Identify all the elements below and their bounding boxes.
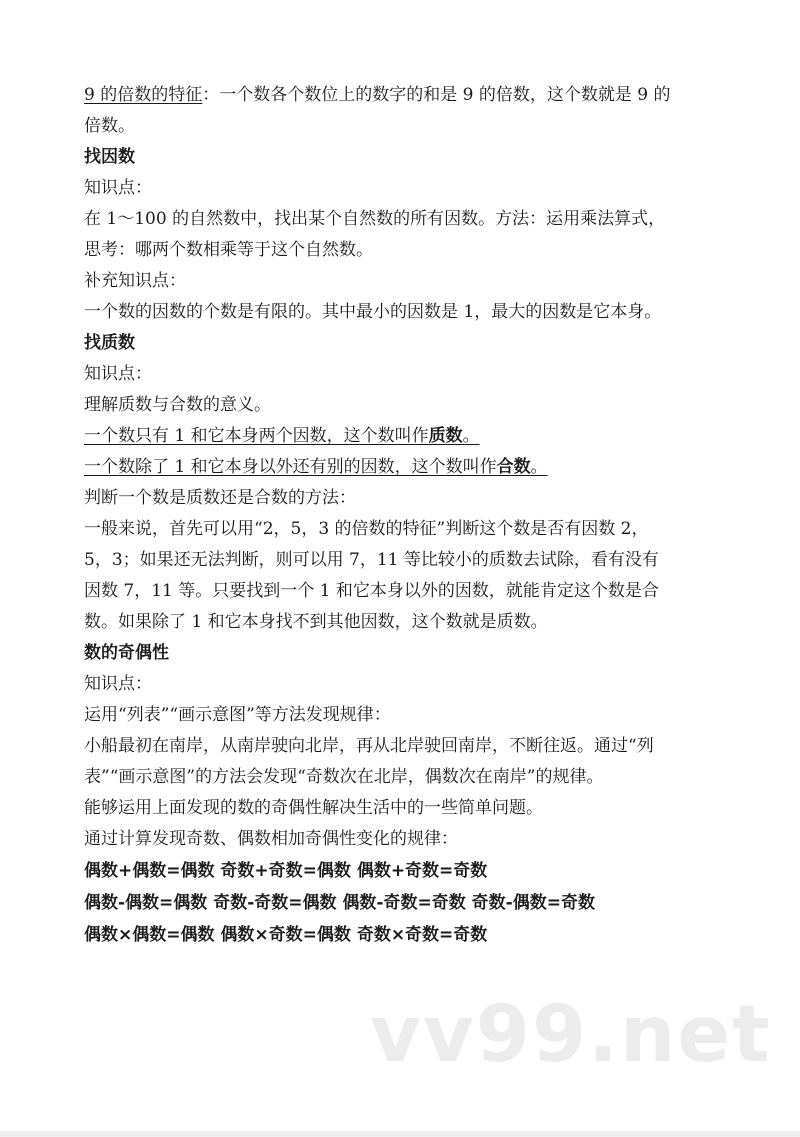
page-bottom-edge (0, 1131, 800, 1137)
paragraph-line: 在 1～100 的自然数中，找出某个自然数的所有因数。方法：运用乘法算式， (84, 209, 666, 229)
watermark: vv99.net (370, 990, 772, 1080)
paragraph-line: 小船最初在南岸，从南岸驶向北岸，再从北岸驶回南岸，不断往返。通过“列 (84, 736, 654, 756)
section-title-parity: 数的奇偶性 (84, 643, 169, 663)
paragraph-line: 表”“画示意图”的方法会发现“奇数次在北岸，偶数次在南岸”的规律。 (84, 767, 604, 787)
nine-multiple-rule (84, 80, 734, 111)
section-title-find-primes: 找质数 (84, 333, 135, 353)
document-page (84, 80, 734, 951)
composite-definition-end: 。 (530, 457, 548, 477)
paragraph-line: 一个数的因数的个数是有限的。其中最小的因数是 1，最大的因数是它本身。 (84, 302, 662, 322)
composite-term: 合数 (496, 457, 531, 477)
paragraph-line: 理解质数与合数的意义。 (84, 395, 271, 415)
prime-term: 质数 (428, 426, 463, 446)
paragraph-line: 通过计算发现奇数、偶数相加奇偶性变化的规律： (84, 829, 458, 849)
paragraph-line: 运用“列表”“画示意图”等方法发现规律： (84, 705, 391, 725)
paragraph-line: 一般来说，首先可以用“2，5，3 的倍数的特征”判断这个数是否有因数 2， (84, 519, 649, 539)
prime-definition-end: 。 (462, 426, 480, 446)
paragraph-line: 能够运用上面发现的数的奇偶性解决生活中的一些简单问题。 (84, 798, 543, 818)
method-label: 判断一个数是质数还是合数的方法： (84, 488, 356, 508)
composite-definition (84, 452, 734, 483)
nine-multiple-text: ：一个数各个数位上的数字的和是 9 的倍数，这个数就是 9 的 (202, 85, 671, 105)
formula-subtraction: 偶数-偶数=偶数 奇数-奇数=偶数 偶数-奇数=奇数 奇数-偶数=奇数 (84, 893, 595, 913)
knowledge-label: 知识点： (84, 178, 152, 198)
paragraph-line: 思考：哪两个数相乘等于这个自然数。 (84, 240, 373, 260)
paragraph-line: 因数 7，11 等。只要找到一个 1 和它本身以外的因数，就能肯定这个数是合 (84, 581, 659, 601)
prime-definition (84, 421, 734, 452)
knowledge-label: 知识点： (84, 674, 152, 694)
supplement-label: 补充知识点： (84, 271, 186, 291)
composite-definition-text: 一个数除了 1 和它本身以外还有别的因数，这个数叫作 (84, 457, 497, 477)
knowledge-label: 知识点： (84, 364, 152, 384)
nine-multiple-text-cont: 倍数。 (84, 116, 135, 136)
paragraph-line: 5，3；如果还无法判断，则可以用 7，11 等比较小的质数去试除，看有没有 (84, 550, 659, 570)
prime-definition-text: 一个数只有 1 和它本身两个因数，这个数叫作 (84, 426, 429, 446)
paragraph-line: 数。如果除了 1 和它本身找不到其他因数，这个数就是质数。 (84, 612, 548, 632)
section-title-find-factors: 找因数 (84, 147, 135, 167)
formula-multiplication: 偶数×偶数=偶数 偶数×奇数=偶数 奇数×奇数=奇数 (84, 925, 488, 945)
nine-multiple-heading: 9 的倍数的特征 (84, 85, 203, 105)
formula-addition: 偶数+偶数=偶数 奇数+奇数=偶数 偶数+奇数=奇数 (84, 861, 488, 881)
